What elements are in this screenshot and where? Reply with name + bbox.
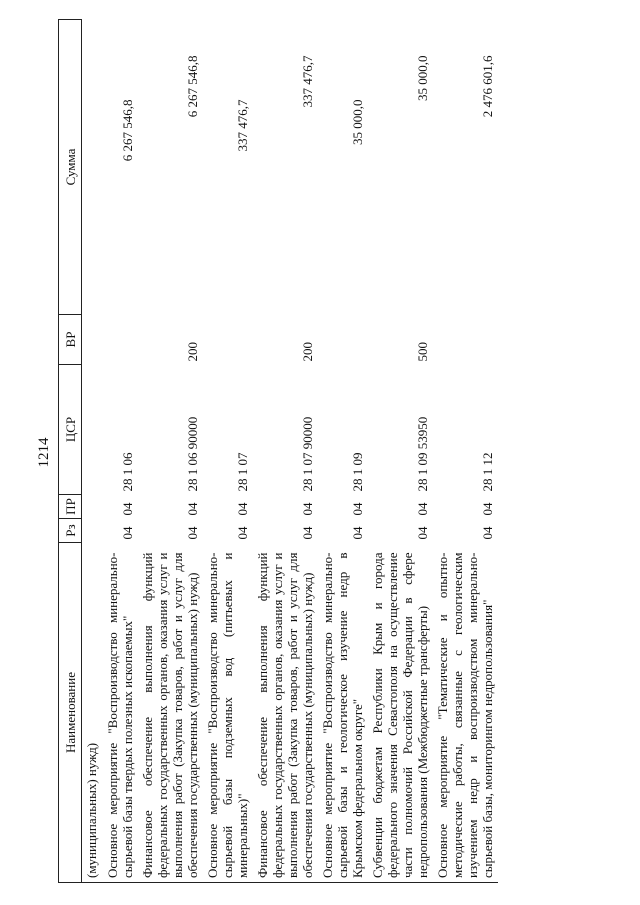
- row-name: Финансовое обеспечение выполнения функций федеральных государственных органов, оказания услуг и выполнения работ (Закупка товаров, работ и услуг для обеспечения государственных (муниципальных) нужд): [138, 543, 203, 883]
- row-rz: 04: [300, 526, 315, 540]
- row-vr: [203, 315, 253, 365]
- row-sum: 35 000,0: [350, 99, 365, 145]
- table-row: [203, 20, 253, 883]
- row-csr: 28 1 09 53950: [415, 416, 430, 492]
- row-rz: 04: [415, 526, 430, 540]
- row-sum: 337 476,7: [235, 99, 250, 152]
- row-vr: [318, 315, 368, 365]
- header-sum: Сумма: [59, 20, 82, 315]
- table-row: [103, 20, 138, 883]
- page-number: 1214: [36, 437, 52, 468]
- row-rz: [82, 519, 104, 543]
- row-pr: 04: [480, 502, 495, 516]
- table-row: [253, 20, 318, 883]
- row-rz: 04: [350, 526, 365, 540]
- row-csr: 28 1 06: [120, 452, 135, 492]
- row-csr: 28 1 07: [235, 452, 250, 492]
- row-pr: [82, 495, 104, 519]
- row-name: Субвенции бюджетам Республики Крым и города федерального значения Севастополя на осуществление части полномочий Российской Федерации в сфере недропользования (Межбюджетные трансферты): [368, 543, 433, 883]
- row-pr: 04: [300, 502, 315, 516]
- row-sum: 337 476,7: [300, 55, 315, 108]
- row-sum: 35 000,0: [415, 55, 430, 101]
- row-rz: 04: [480, 526, 495, 540]
- row-csr: [82, 365, 104, 495]
- table-row: [433, 20, 498, 883]
- row-pr: 04: [415, 502, 430, 516]
- row-csr: 28 1 09: [350, 452, 365, 492]
- table-row: [318, 20, 368, 883]
- row-pr: 04: [120, 502, 135, 516]
- row-pr: 04: [350, 502, 365, 516]
- row-vr: [433, 315, 498, 365]
- header-vr: ВР: [59, 315, 82, 365]
- row-csr: 28 1 06 90000: [185, 416, 200, 492]
- row-pr: 04: [185, 502, 200, 516]
- row-vr: [82, 315, 104, 365]
- header-rz: Рз: [59, 519, 82, 543]
- row-sum: [82, 20, 104, 315]
- row-sum: 6 267 546,8: [120, 99, 135, 162]
- row-vr: 200: [300, 342, 315, 362]
- row-name: Основное мероприятие "Воспроизводство минерально-сырьевой базы твердых полезных ископаемых": [103, 543, 138, 883]
- row-vr: 200: [185, 342, 200, 362]
- row-name: (муниципальных) нужд): [82, 543, 104, 883]
- row-rz: 04: [235, 526, 250, 540]
- budget-table: [58, 19, 498, 883]
- row-sum: 6 267 546,8: [185, 55, 200, 118]
- row-sum: 2 476 601,6: [480, 55, 495, 118]
- header-pr: ПР: [59, 495, 82, 519]
- row-name: Финансовое обеспечение выполнения функций федеральных государственных органов, оказания услуг и выполнения работ (Закупка товаров, работ и услуг для обеспечения государственных (муниципальных) нужд): [253, 543, 318, 883]
- row-rz: 04: [120, 526, 135, 540]
- header-name: Наименование: [59, 543, 82, 883]
- row-vr: 500: [415, 342, 430, 362]
- table-row: [82, 20, 104, 883]
- row-name: Основное мероприятие "Воспроизводство минерально-сырьевой базы подземных вод (питьевых и минеральных)": [203, 543, 253, 883]
- row-name: Основное мероприятие "Воспроизводство минерально-сырьевой базы и геологическое изучение недр в Крымском федеральном округе": [318, 543, 368, 883]
- table-row: [368, 20, 433, 883]
- row-csr: 28 1 12: [480, 452, 495, 492]
- row-pr: 04: [235, 502, 250, 516]
- header-csr: ЦСР: [59, 365, 82, 495]
- table-header-row: [59, 20, 82, 883]
- row-rz: 04: [185, 526, 200, 540]
- table-row: [138, 20, 203, 883]
- row-csr: 28 1 07 90000: [300, 416, 315, 492]
- row-vr: [103, 315, 138, 365]
- row-name: Основное мероприятие "Тематические и опытно-методические работы, связанные с геологическим изучением недр и воспроизводством минерально-сырьевой базы, мониторингом недропользования": [433, 543, 498, 883]
